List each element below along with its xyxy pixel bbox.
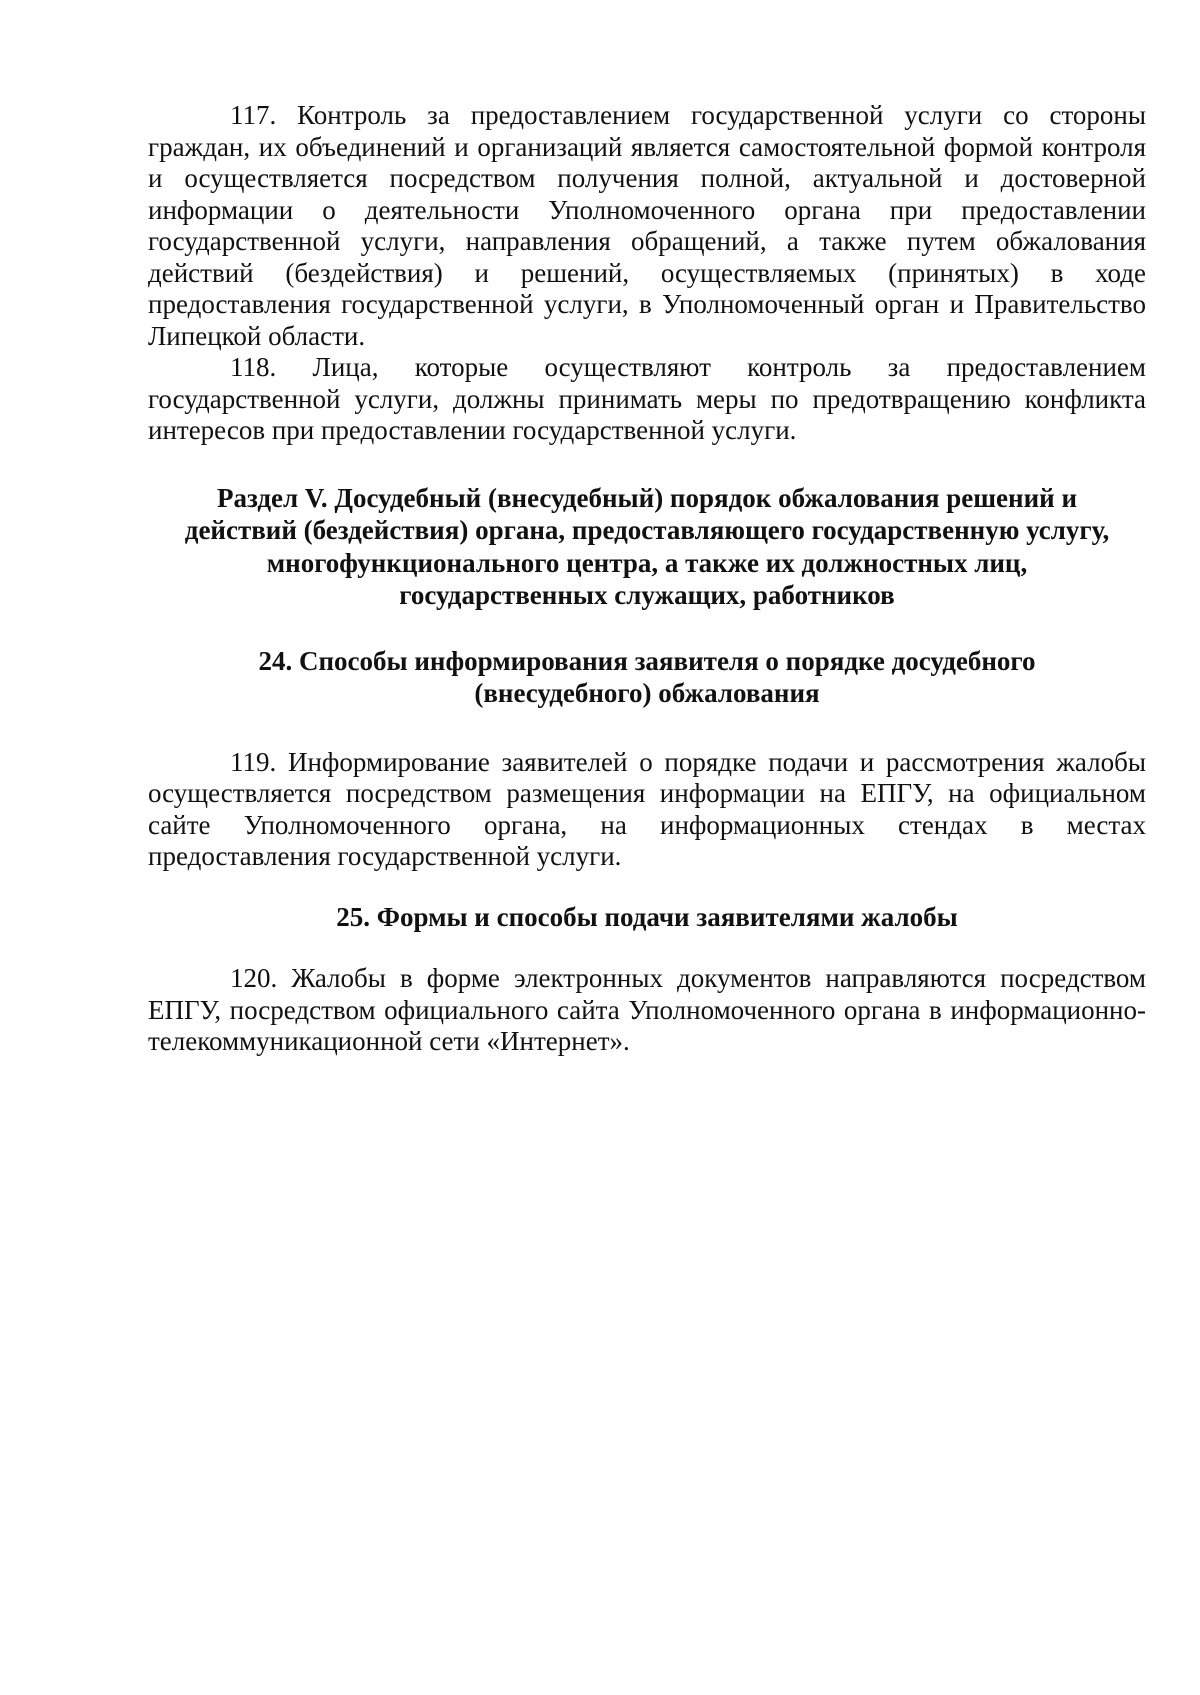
section-v-heading-line: многофункционального центра, а также их должностных лиц, [266, 547, 1028, 578]
section-v-heading [148, 482, 1146, 612]
subsection-24-heading-line: 24. Способы информирования заявителя о порядке досудебного [258, 645, 1036, 676]
subsection-25-heading: 25. Формы и способы подачи заявителями жалобы [336, 901, 958, 932]
section-v-heading-line: действий (бездействия) органа, предоставляющего государственную услугу, [184, 515, 1110, 545]
section-v-heading-line: Раздел V. Досудебный (внесудебный) порядок обжалования решений и [216, 482, 1078, 513]
paragraph-117: 117. Контроль за предоставлением государственной услуги со стороны граждан, их объединений и организаций является самостоятельной формой контроля и осуществляется посредством получения полной, актуальной и достоверной информации о деятельности Уполномоченного органа при предоставлении государственной услуги, направления обращений, а также путем обжалования действий (бездействия) и решений, осуществляемых (принятых) в ходе предоставления государственной услуги, в Уполномоченный орган и Правительство Липецкой области. [148, 100, 1146, 351]
subsection-24-heading [148, 645, 1146, 710]
section-v-heading-line: государственных служащих, работников [399, 580, 895, 610]
paragraph-119: 119. Информирование заявителей о порядке подачи и рассмотрения жалобы осуществляется посредством размещения информации на ЕПГУ, на официальном сайте Уполномоченного органа, на информационных стендах в местах предоставления государственной услуги. [148, 746, 1146, 871]
paragraph-118: 118. Лица, которые осуществляют контроль за предоставлением государственной услуги, должны принимать меры по предотвращению конфликта интересов при предоставлении государственной услуги. [148, 352, 1146, 445]
paragraph-120: 120. Жалобы в форме электронных документов направляются посредством ЕПГУ, посредством официального сайта Уполномоченного органа в информационно-телекоммуникационной сети «Интернет». [148, 963, 1146, 1056]
document-body [148, 100, 1146, 1058]
subsection-24-heading-line: (внесудебного) обжалования [474, 678, 820, 708]
